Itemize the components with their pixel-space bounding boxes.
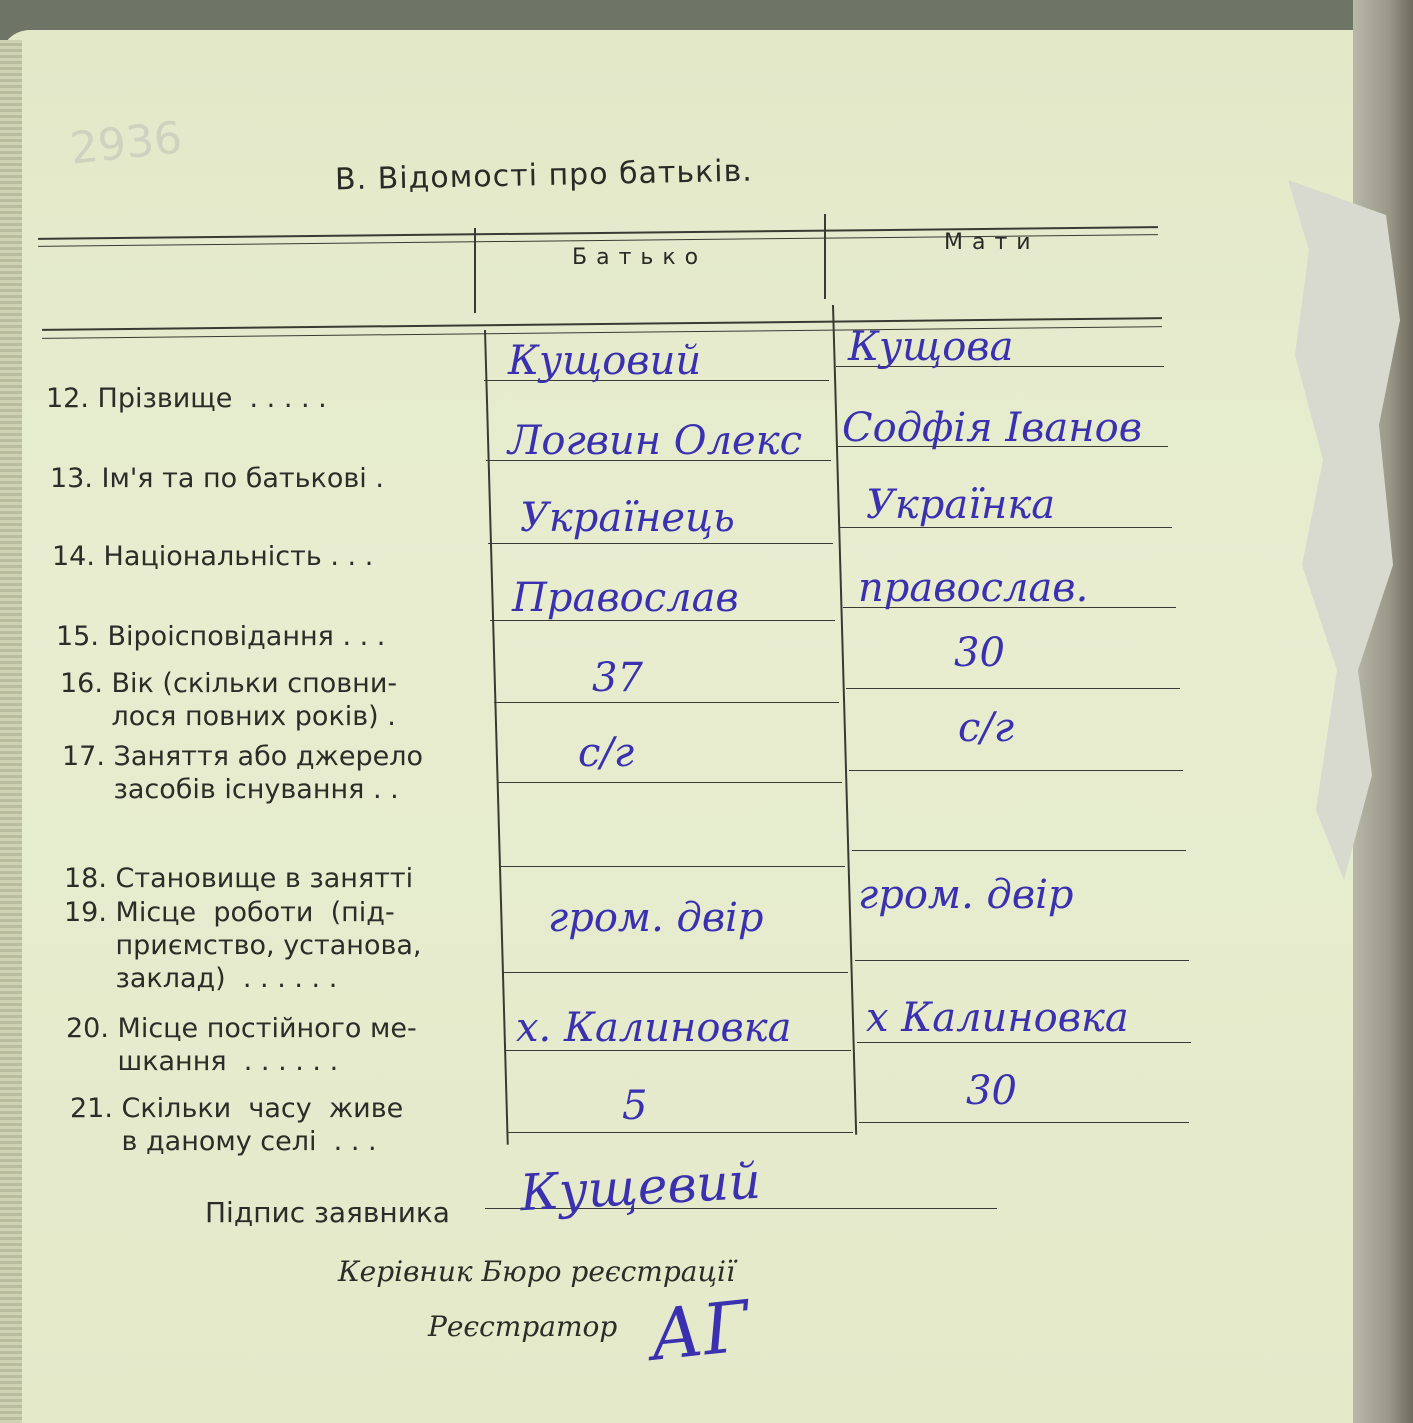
father-religion: Православ bbox=[512, 575, 739, 621]
row-rule bbox=[508, 1132, 853, 1133]
father-years-in-village: 5 bbox=[622, 1083, 648, 1129]
row-label-15: 15. Віроісповідання . . . bbox=[56, 621, 386, 652]
column-divider-2 bbox=[824, 214, 826, 299]
row-rule bbox=[852, 850, 1186, 851]
mother-residence: х Калиновка bbox=[866, 995, 1129, 1041]
father-residence: х. Калиновка bbox=[516, 1005, 792, 1051]
row-rule bbox=[497, 782, 842, 783]
mother-years-in-village: 30 bbox=[966, 1068, 1017, 1114]
row-rule bbox=[494, 702, 839, 703]
mother-occupation: с/г bbox=[958, 705, 1015, 751]
column-divider-1 bbox=[474, 228, 476, 313]
row-rule bbox=[503, 972, 848, 973]
mother-surname: Кущова bbox=[848, 324, 1014, 370]
bureau-head-label: Керівник Бюро реєстрації bbox=[338, 1255, 735, 1288]
page-binding bbox=[0, 40, 22, 1423]
section-title: В. Відомості про батьків. bbox=[334, 153, 754, 198]
row-label-13: 13. Ім'я та по батькові . bbox=[50, 463, 384, 494]
column-header-father: Батько bbox=[572, 245, 708, 270]
father-nationality: Українець bbox=[520, 495, 735, 541]
faint-pencil-mark: 2936 bbox=[67, 112, 185, 175]
mother-religion: православ. bbox=[858, 565, 1089, 611]
mother-nationality: Українка bbox=[866, 482, 1056, 528]
row-label-16: 16. Вік (скільки сповни- лося повних років) . bbox=[60, 668, 398, 732]
row-rule bbox=[500, 866, 845, 867]
father-occupation: с/г bbox=[578, 730, 635, 776]
applicant-signature: Кущевий bbox=[518, 1151, 763, 1223]
column-header-mother: Мати bbox=[944, 230, 1040, 255]
father-age: 37 bbox=[592, 655, 643, 701]
row-label-12: 12. Прізвище . . . . . bbox=[46, 383, 327, 414]
row-rule bbox=[846, 688, 1180, 689]
row-rule bbox=[857, 1042, 1191, 1043]
father-name: Логвин Олекс bbox=[508, 418, 803, 464]
row-rule bbox=[849, 770, 1183, 771]
row-label-21: 21. Скільки часу живе в даному селі . . . bbox=[70, 1093, 404, 1157]
row-label-17: 17. Заняття або джерело засобів існування . . bbox=[62, 741, 423, 805]
mother-name: Содфія Іванов bbox=[842, 405, 1142, 451]
row-label-18: 18. Становище в занятті bbox=[64, 863, 414, 894]
father-surname: Кущовий bbox=[508, 338, 702, 384]
registrar-signature: АГ bbox=[645, 1285, 754, 1377]
row-label-19: 19. Місце роботи (під- приємство, установа, заклад) . . . . . . bbox=[64, 897, 422, 994]
mother-workplace: гром. двір bbox=[858, 872, 1074, 918]
registrar-label: Реєстратор bbox=[428, 1310, 618, 1343]
row-rule bbox=[488, 543, 833, 544]
row-rule bbox=[859, 1122, 1189, 1123]
row-label-14: 14. Національність . . . bbox=[52, 541, 374, 572]
father-workplace: гром. двір bbox=[548, 895, 764, 941]
signature-label: Підпис заявника bbox=[205, 1196, 450, 1229]
mother-age: 30 bbox=[954, 630, 1005, 676]
row-rule bbox=[855, 960, 1189, 961]
row-label-20: 20. Місце постійного ме- шкання . . . . . . bbox=[66, 1013, 417, 1077]
